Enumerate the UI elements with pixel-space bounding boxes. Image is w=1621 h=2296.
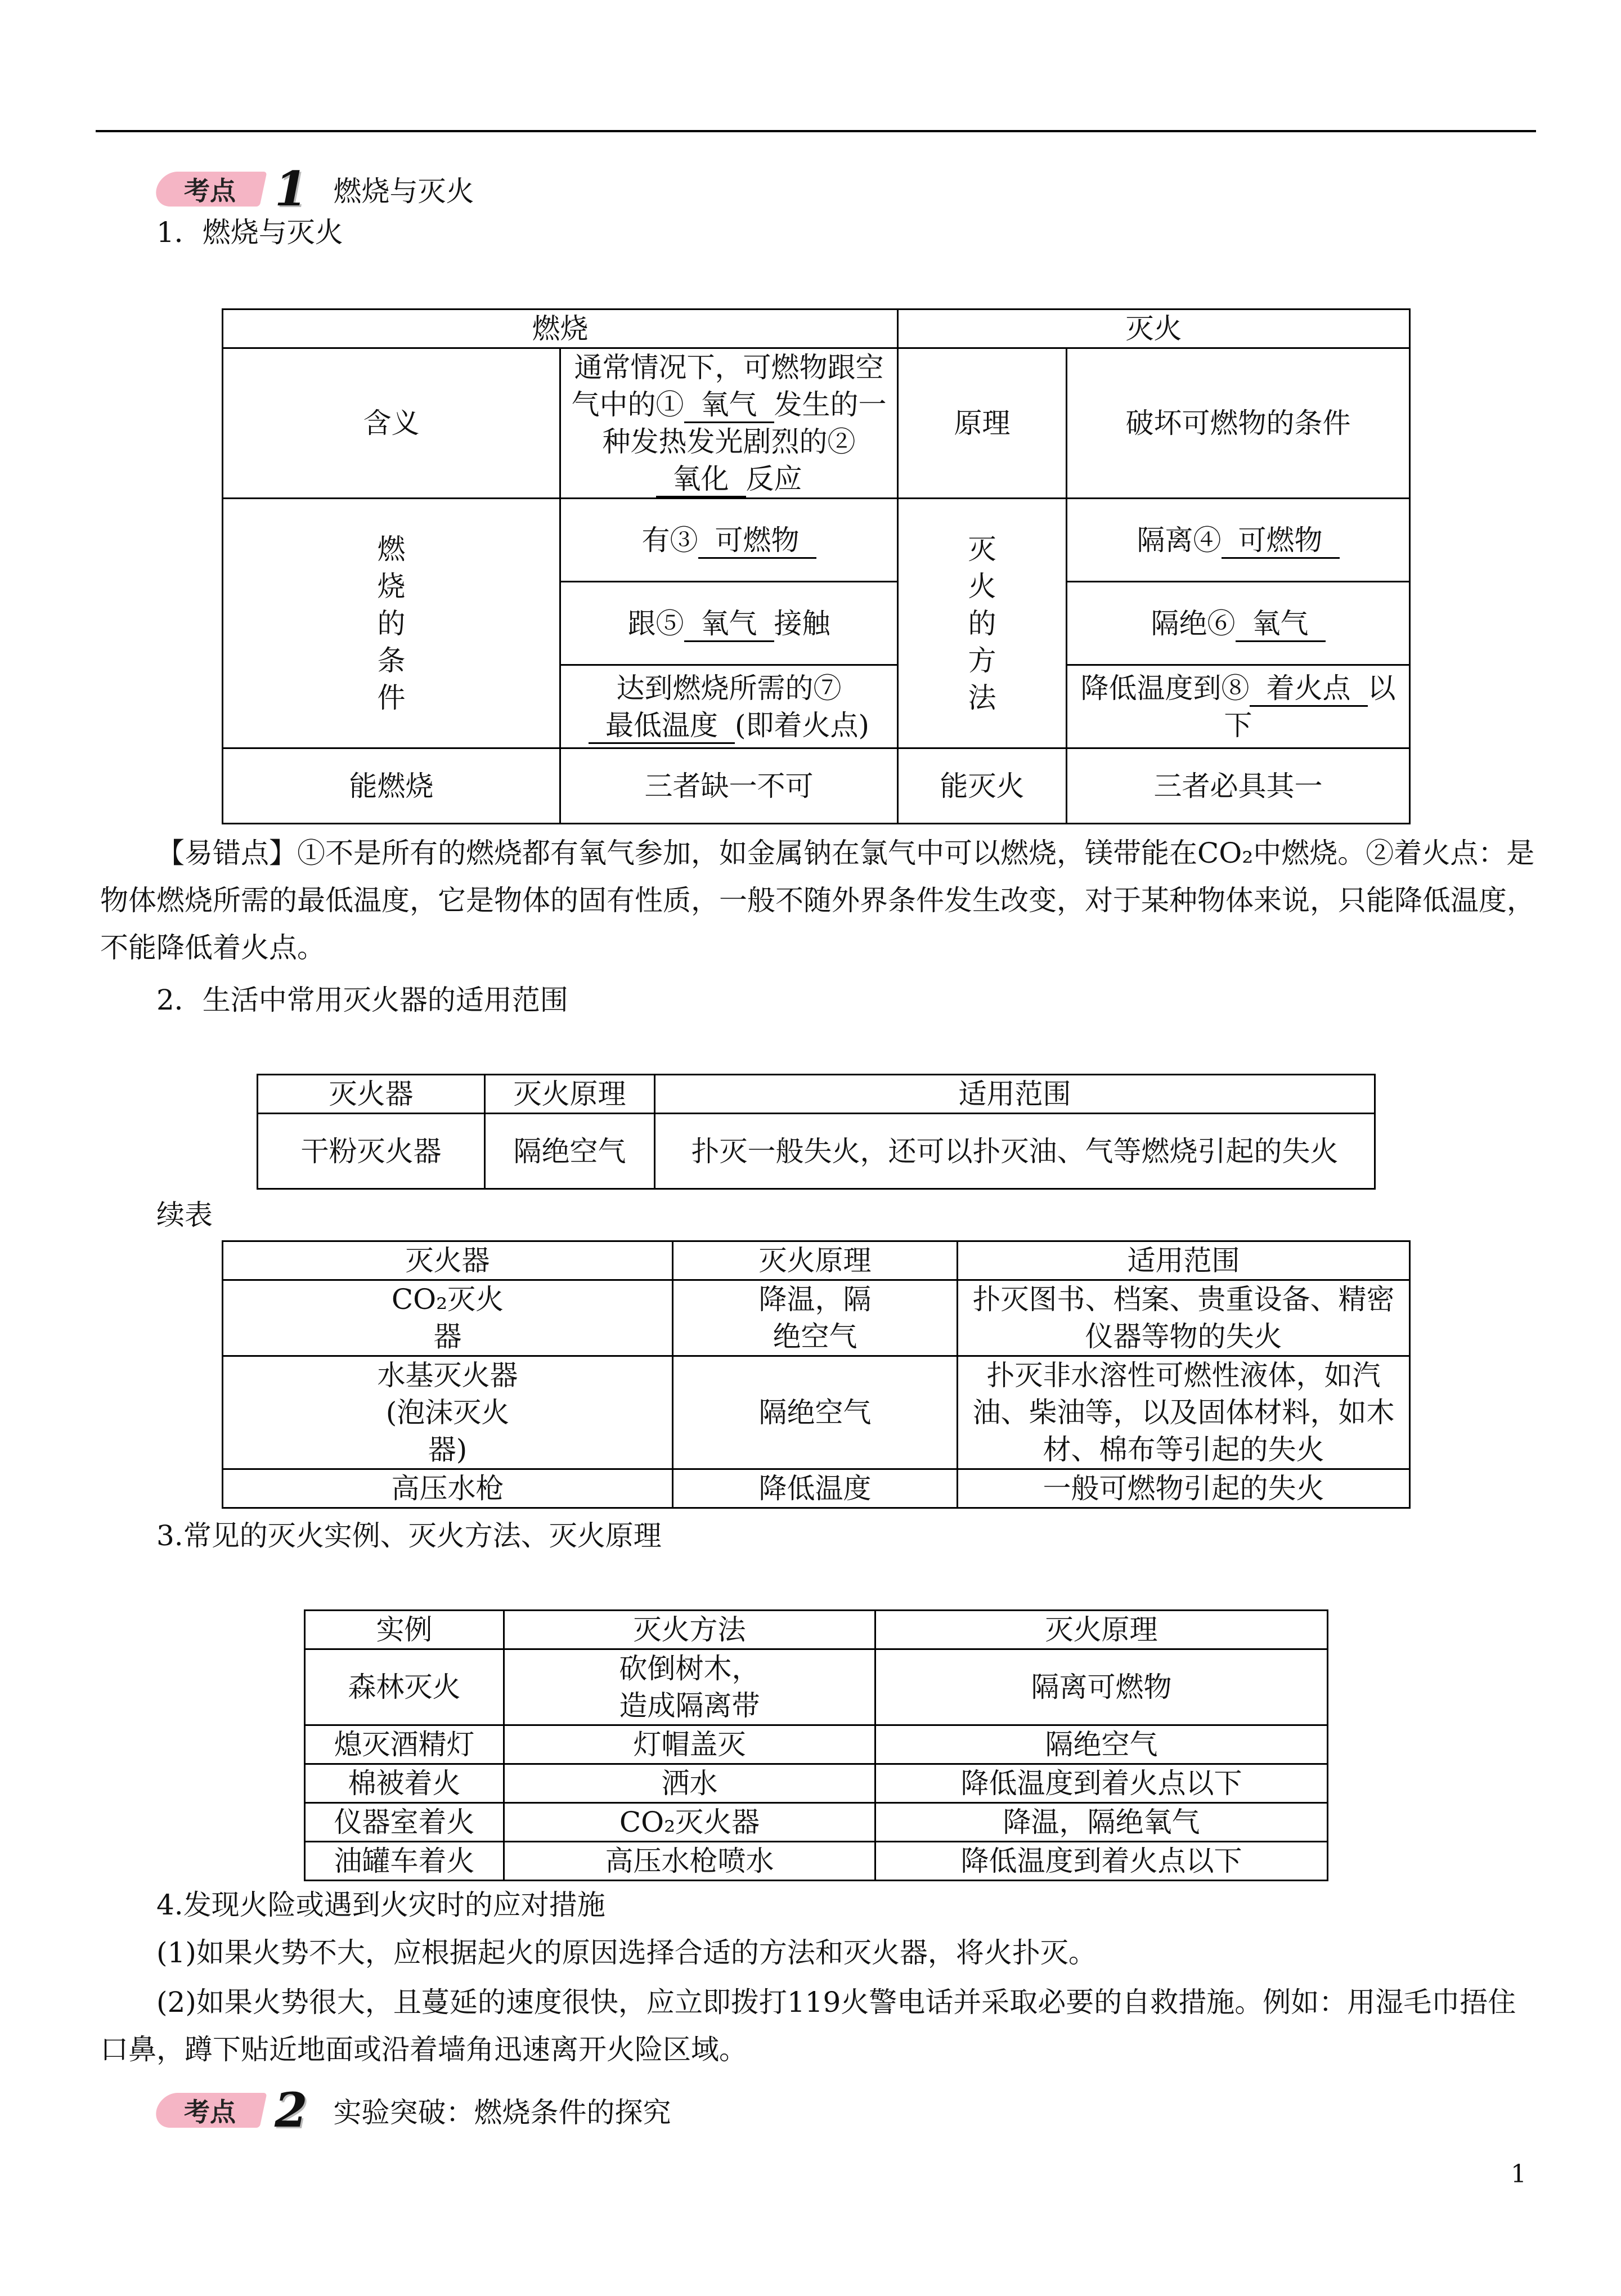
- subsection-title-1: 1．燃烧与灭火: [156, 216, 343, 249]
- can-extinguish-text: 三者必具其一: [1067, 748, 1410, 824]
- can-burn-label: 能燃烧: [223, 748, 560, 824]
- table-cell: 熄灭酒精灯: [305, 1725, 504, 1764]
- methods-label: 灭火的方法: [898, 499, 1067, 748]
- section-heading-2: [156, 2082, 671, 2138]
- table-cell: 高压水枪喷水: [504, 1842, 875, 1881]
- table-cell: 扑灭非水溶性可燃性液体，如汽油、柴油等，以及固体材料，如木材、棉布等引起的失火: [958, 1356, 1410, 1469]
- table-cell: 森林灭火: [305, 1649, 504, 1725]
- subsection-title-2: 2．生活中常用灭火器的适用范围: [156, 984, 568, 1016]
- burning-extinguish-table: [222, 308, 1411, 824]
- subsection-title-3: 3.常见的灭火实例、灭火方法、灭火原理: [156, 1519, 662, 1552]
- table-header: 实例: [305, 1611, 504, 1649]
- badge-label: 考点: [152, 2093, 267, 2128]
- row-meaning-label: 含义: [223, 348, 560, 499]
- section-heading-1: [156, 161, 474, 217]
- table-cell: 降低温度: [673, 1469, 958, 1508]
- answer-blank-2: 氧化: [656, 462, 746, 497]
- table-cell: 降低温度到着火点以下: [875, 1842, 1328, 1881]
- paragraph-1: (1)如果火势不大，应根据起火的原因选择合适的方法和灭火器，将火扑灭。: [156, 1936, 1097, 1969]
- condition-1: 有③ 可燃物: [560, 499, 898, 582]
- paragraph-2: (2)如果火势很大，且蔓延的速度很快，应立即拨打119火警电话并采取必要的自救措施。例如：用湿毛巾捂住口鼻，蹲下贴近地面或沿着墙角迅速离开火险区域。: [100, 1986, 1516, 2066]
- table-header: 灭火原理: [673, 1241, 958, 1280]
- condition-3: 达到燃烧所需的⑦最低温度 (即着火点): [560, 665, 898, 748]
- table-cell: 水基灭火器(泡沫灭火器): [223, 1356, 673, 1469]
- conditions-label: 燃烧的条件: [223, 499, 560, 748]
- table-cell: 降温，隔绝空气: [673, 1280, 958, 1356]
- badge-number: 2: [275, 2082, 308, 2138]
- header-burning: 燃烧: [223, 310, 898, 348]
- table-cell: 油罐车着火: [305, 1842, 504, 1881]
- header-rule: [96, 130, 1536, 132]
- error-note: 【易错点】①不是所有的燃烧都有氧气参加，如金属钠在氯气中可以燃烧，镁带能在CO₂中燃烧。②着火点：是物体燃烧所需的最低温度，它是物体的固有性质，一般不随外界条件发生改变，对于某种物体来说，只能降低温度，不能降低着火点。: [100, 837, 1535, 964]
- table-cell: 洒水: [504, 1764, 875, 1803]
- answer-blank-3: 可燃物: [698, 523, 816, 559]
- table-cell: CO₂灭火器: [223, 1280, 673, 1356]
- header-extinguish: 灭火: [898, 310, 1410, 348]
- badge-number: 1: [275, 161, 308, 217]
- method-1: 隔离④ 可燃物: [1067, 499, 1410, 582]
- table-cell: 灯帽盖灭: [504, 1725, 875, 1764]
- table-cell: 降低温度到着火点以下: [875, 1764, 1328, 1803]
- table-header: 灭火器: [223, 1241, 673, 1280]
- table-cell: 隔绝空气: [875, 1725, 1328, 1764]
- table-cell: 扑灭图书、档案、贵重设备、精密仪器等物的失火: [958, 1280, 1410, 1356]
- badge-title: 燃烧与灭火: [333, 174, 474, 208]
- table-cell: CO₂灭火器: [504, 1803, 875, 1842]
- badge-title: 实验突破：燃烧条件的探究: [333, 2096, 671, 2129]
- row-meaning-text: 通常情况下，可燃物跟空气中的① 氧气 发生的一种发热发光剧烈的②氧化 反应: [560, 348, 898, 499]
- table-cell: 一般可燃物引起的失火: [958, 1469, 1410, 1508]
- table-cell: 仪器室着火: [305, 1803, 504, 1842]
- table-cell: 隔绝空气: [485, 1114, 655, 1189]
- table-header: 灭火方法: [504, 1611, 875, 1649]
- table-cell: 高压水枪: [223, 1469, 673, 1508]
- table-header: 灭火器: [258, 1075, 485, 1114]
- table-header: 适用范围: [655, 1075, 1375, 1114]
- page-number: 1: [1511, 2160, 1526, 2189]
- answer-blank-4: 可燃物: [1222, 523, 1340, 559]
- row-principle-label: 原理: [898, 348, 1067, 499]
- table-cell: 隔离可燃物: [875, 1649, 1328, 1725]
- table-cell: 砍倒树木，造成隔离带: [504, 1649, 875, 1725]
- table-cell: 扑灭一般失火，还可以扑灭油、气等燃烧引起的失火: [655, 1114, 1375, 1189]
- table-header: 适用范围: [958, 1241, 1410, 1280]
- condition-2: 跟⑤ 氧气 接触: [560, 582, 898, 665]
- answer-blank-8: 着火点: [1250, 671, 1368, 707]
- extinguisher-table: [257, 1074, 1376, 1190]
- extinguisher-table-continued: [222, 1240, 1411, 1509]
- answer-blank-7: 最低温度: [589, 708, 735, 744]
- answer-blank-5: 氧气: [684, 607, 774, 642]
- table-cell: 棉被着火: [305, 1764, 504, 1803]
- continued-label: 续表: [156, 1199, 213, 1231]
- table-cell: 降温，隔绝氧气: [875, 1803, 1328, 1842]
- table-header: 灭火原理: [875, 1611, 1328, 1649]
- answer-blank-6: 氧气: [1236, 607, 1326, 642]
- table-cell: 干粉灭火器: [258, 1114, 485, 1189]
- row-principle-text: 破坏可燃物的条件: [1067, 348, 1410, 499]
- can-burn-text: 三者缺一不可: [560, 748, 898, 824]
- table-header: 灭火原理: [485, 1075, 655, 1114]
- fire-examples-table: [304, 1609, 1328, 1881]
- method-2: 隔绝⑥ 氧气: [1067, 582, 1410, 665]
- badge-label: 考点: [152, 172, 267, 207]
- method-3: 降低温度到⑧ 着火点 以下: [1067, 665, 1410, 748]
- table-cell: 隔绝空气: [673, 1356, 958, 1469]
- answer-blank-1: 氧气: [684, 388, 774, 423]
- can-extinguish-label: 能灭火: [898, 748, 1067, 824]
- subsection-title-4: 4.发现火险或遇到火灾时的应对措施: [156, 1889, 605, 1921]
